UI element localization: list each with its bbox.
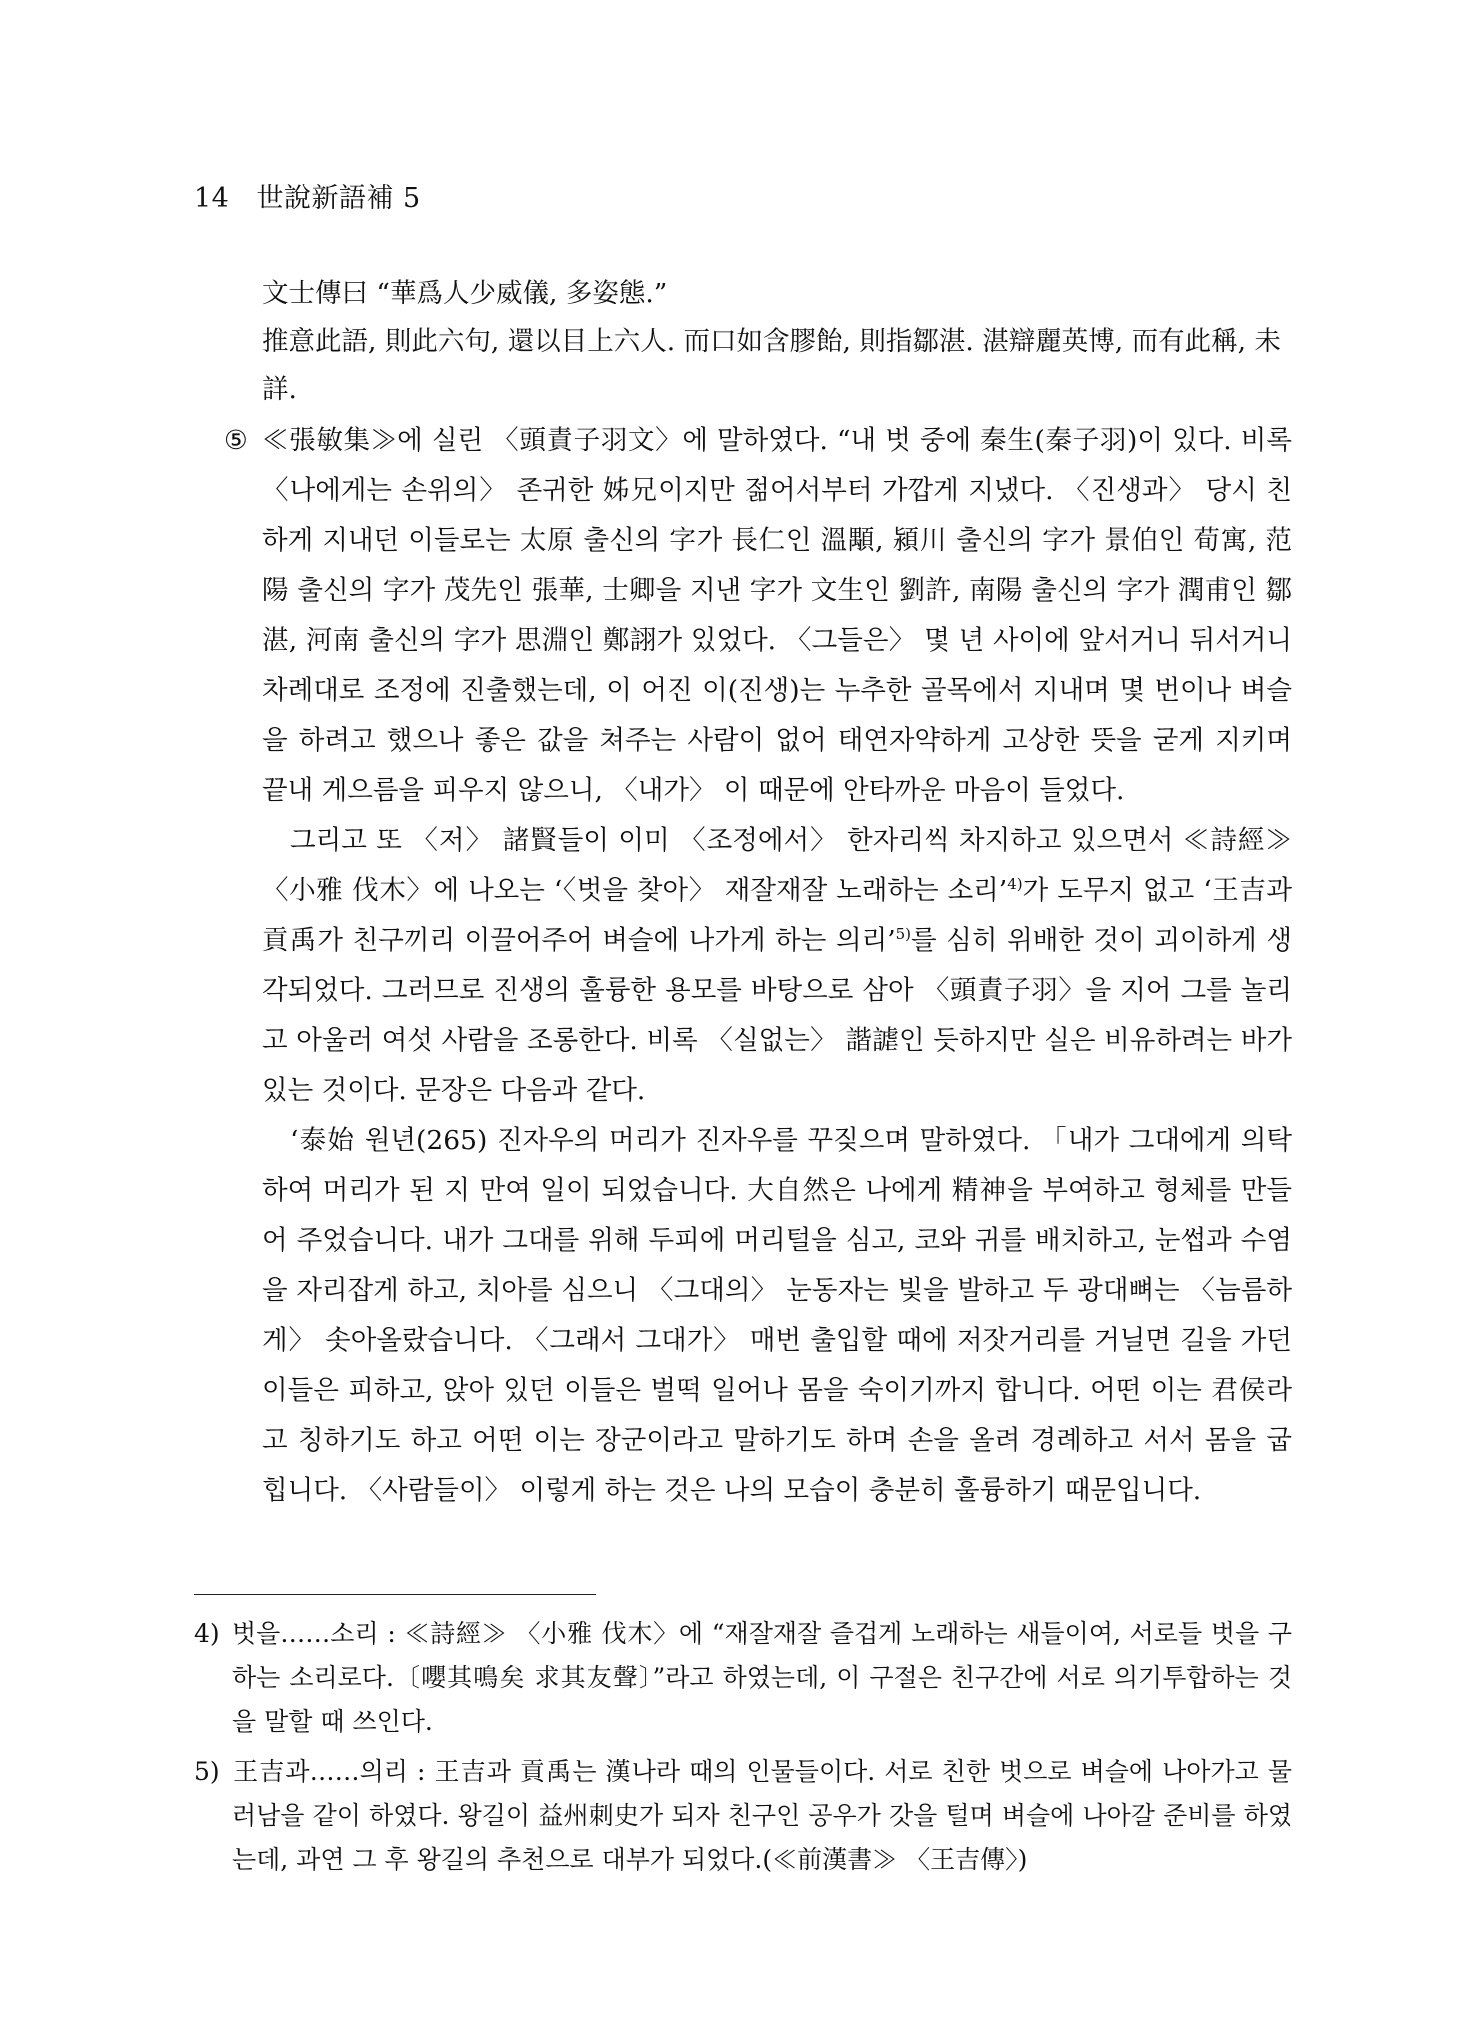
circled-number-marker: ⑤ [224,425,248,456]
annotation-paragraph-1 [224,416,1292,816]
paragraph-2-part-b: 가 도무지 없고 ‘王吉과 貢禹가 친구끼리 이끌어주어 벼슬에 나가게 하는 의리’ [262,875,1292,956]
footnote-label: 4) [194,1619,220,1648]
paragraph-2-part-c: 를 심히 위배한 것이 괴이하게 생각되었다. 그러므로 진생의 훌륭한 용모를 바탕으로 삼아 〈頭責子羽〉을 지어 그를 놀리고 아울러 여섯 사람을 조롱한다. 비록 〈실없는〉 諧謔인 듯하지만 실은 비유하려는 바가 있는 것이다. 문장은 다음과 같다. [262,925,1293,1106]
running-header [194,176,421,215]
quote-line-1: 文士傳曰 “華爲人少威儀, 多姿態.” [262,278,668,309]
footnote-ref-4[interactable]: 4) [1007,875,1023,894]
footnote-4 [194,1612,1292,1744]
quote-line-2: 推意此語, 則此六句, 還以目上六人. 而口如含膠飴, 則指鄒湛. 湛辯麗英博, 而有此稱, 未詳. [262,326,1281,405]
page-number: 14 [194,183,230,214]
annotation-paragraph-3: ‘泰始 원년(265) 진자우의 머리가 진자우를 꾸짖으며 말하였다. 「내가 그대에게 의탁하여 머리가 된 지 만여 일이 되었습니다. 大自然은 나에게 精神을 부여하고 형체를 만들어 주었습니다. 내가 그대를 위해 두피에 머리털을 심고, 코와 귀를 배치하고, 눈썹과 수염을 자리잡게 하고, 치아를 심으니 〈그대의〉 눈동자는 빛을 발하고 두 광대뼈는 〈늠름하게〉 솟아올랐습니다. 〈그래서 그대가〉 매번 출입할 때에 저잣거리를 거닐면 길을 가던 이들은 피하고, 앉아 있던 이들은 벌떡 일어나 몸을 숙이기까지 합니다. 어떤 이는 君侯라고 칭하기도 하고 어떤 이는 장군이라고 말하기도 하며 손을 올려 경례하고 서서 몸을 굽힙니다. 〈사람들이〉 이렇게 하는 것은 나의 모습이 충분히 훌륭하기 때문입니다. [262,1125,1292,1506]
footnote-ref-5[interactable]: 5) [895,925,912,944]
annotation-5 [224,416,1292,1516]
footnote-divider [194,1594,596,1595]
footnote-text: 王吉과……의리 : 王吉과 貢禹는 漢나라 때의 인물들이다. 서로 친한 벗으로 벼슬에 나아가고 물러남을 같이 하였다. 왕길이 益州刺史가 되자 친구인 공우가 갓을 털며 벼슬에 나아갈 준비를 하였는데, 과연 그 후 왕길의 추천으로 대부가 되었다.(≪前漢書≫ 〈王吉傳〉) [232,1757,1292,1874]
footnote-label: 5) [194,1757,220,1786]
paragraph-2-part-a: 그리고 또 〈저〉 諸賢들이 이미 〈조정에서〉 한자리씩 차지하고 있으면서 ≪詩經≫ 〈小雅 伐木〉에 나오는 ‘〈벗을 찾아〉 재잘재잘 노래하는 소리’ [262,825,1292,906]
annotation-paragraph-2 [224,816,1292,1116]
footnote-5 [194,1750,1292,1882]
annotation-paragraph-1-text: ≪張敏集≫에 실린 〈頭責子羽文〉에 말하였다. “내 벗 중에 秦生(秦子羽)이 있다. 비록 〈나에게는 손위의〉 존귀한 姊兄이지만 젊어서부터 가깝게 지냈다. 〈진생과〉 당시 친하게 지내던 이들로는 太原 출신의 字가 長仁인 溫顒, 潁川 출신의 字가 景伯인 荀寓, 范陽 출신의 字가 茂先인 張華, 士卿을 지낸 字가 文生인 劉許, 南陽 출신의 字가 潤甫인 鄒湛, 河南 출신의 字가 思淵인 鄭詡가 있었다. 〈그들은〉 몇 년 사이에 앞서거니 뒤서거니 차례대로 조정에 진출했는데, 이 어진 이(진생)는 누추한 골목에서 지내며 몇 번이나 벼슬을 하려고 했으나 좋은 값을 쳐주는 사람이 없어 태연자약하게 고상한 뜻을 굳게 지키며 끝내 게으름을 피우지 않으니, 〈내가〉 이 때문에 안타까운 마음이 들었다. [262,425,1292,806]
footnotes [194,1612,1292,1888]
classical-quote-block [262,270,1292,414]
book-title: 世說新語補 5 [256,183,421,214]
footnote-text: 벗을……소리 : ≪詩經≫ 〈小雅 伐木〉에 “재잘재잘 즐겁게 노래하는 새들이여, 서로들 벗을 구하는 소리로다.〔嚶其鳴矣 求其友聲〕”라고 하였는데, 이 구절은 친구간에 서로 의기투합하는 것을 말할 때 쓰인다. [232,1619,1292,1736]
